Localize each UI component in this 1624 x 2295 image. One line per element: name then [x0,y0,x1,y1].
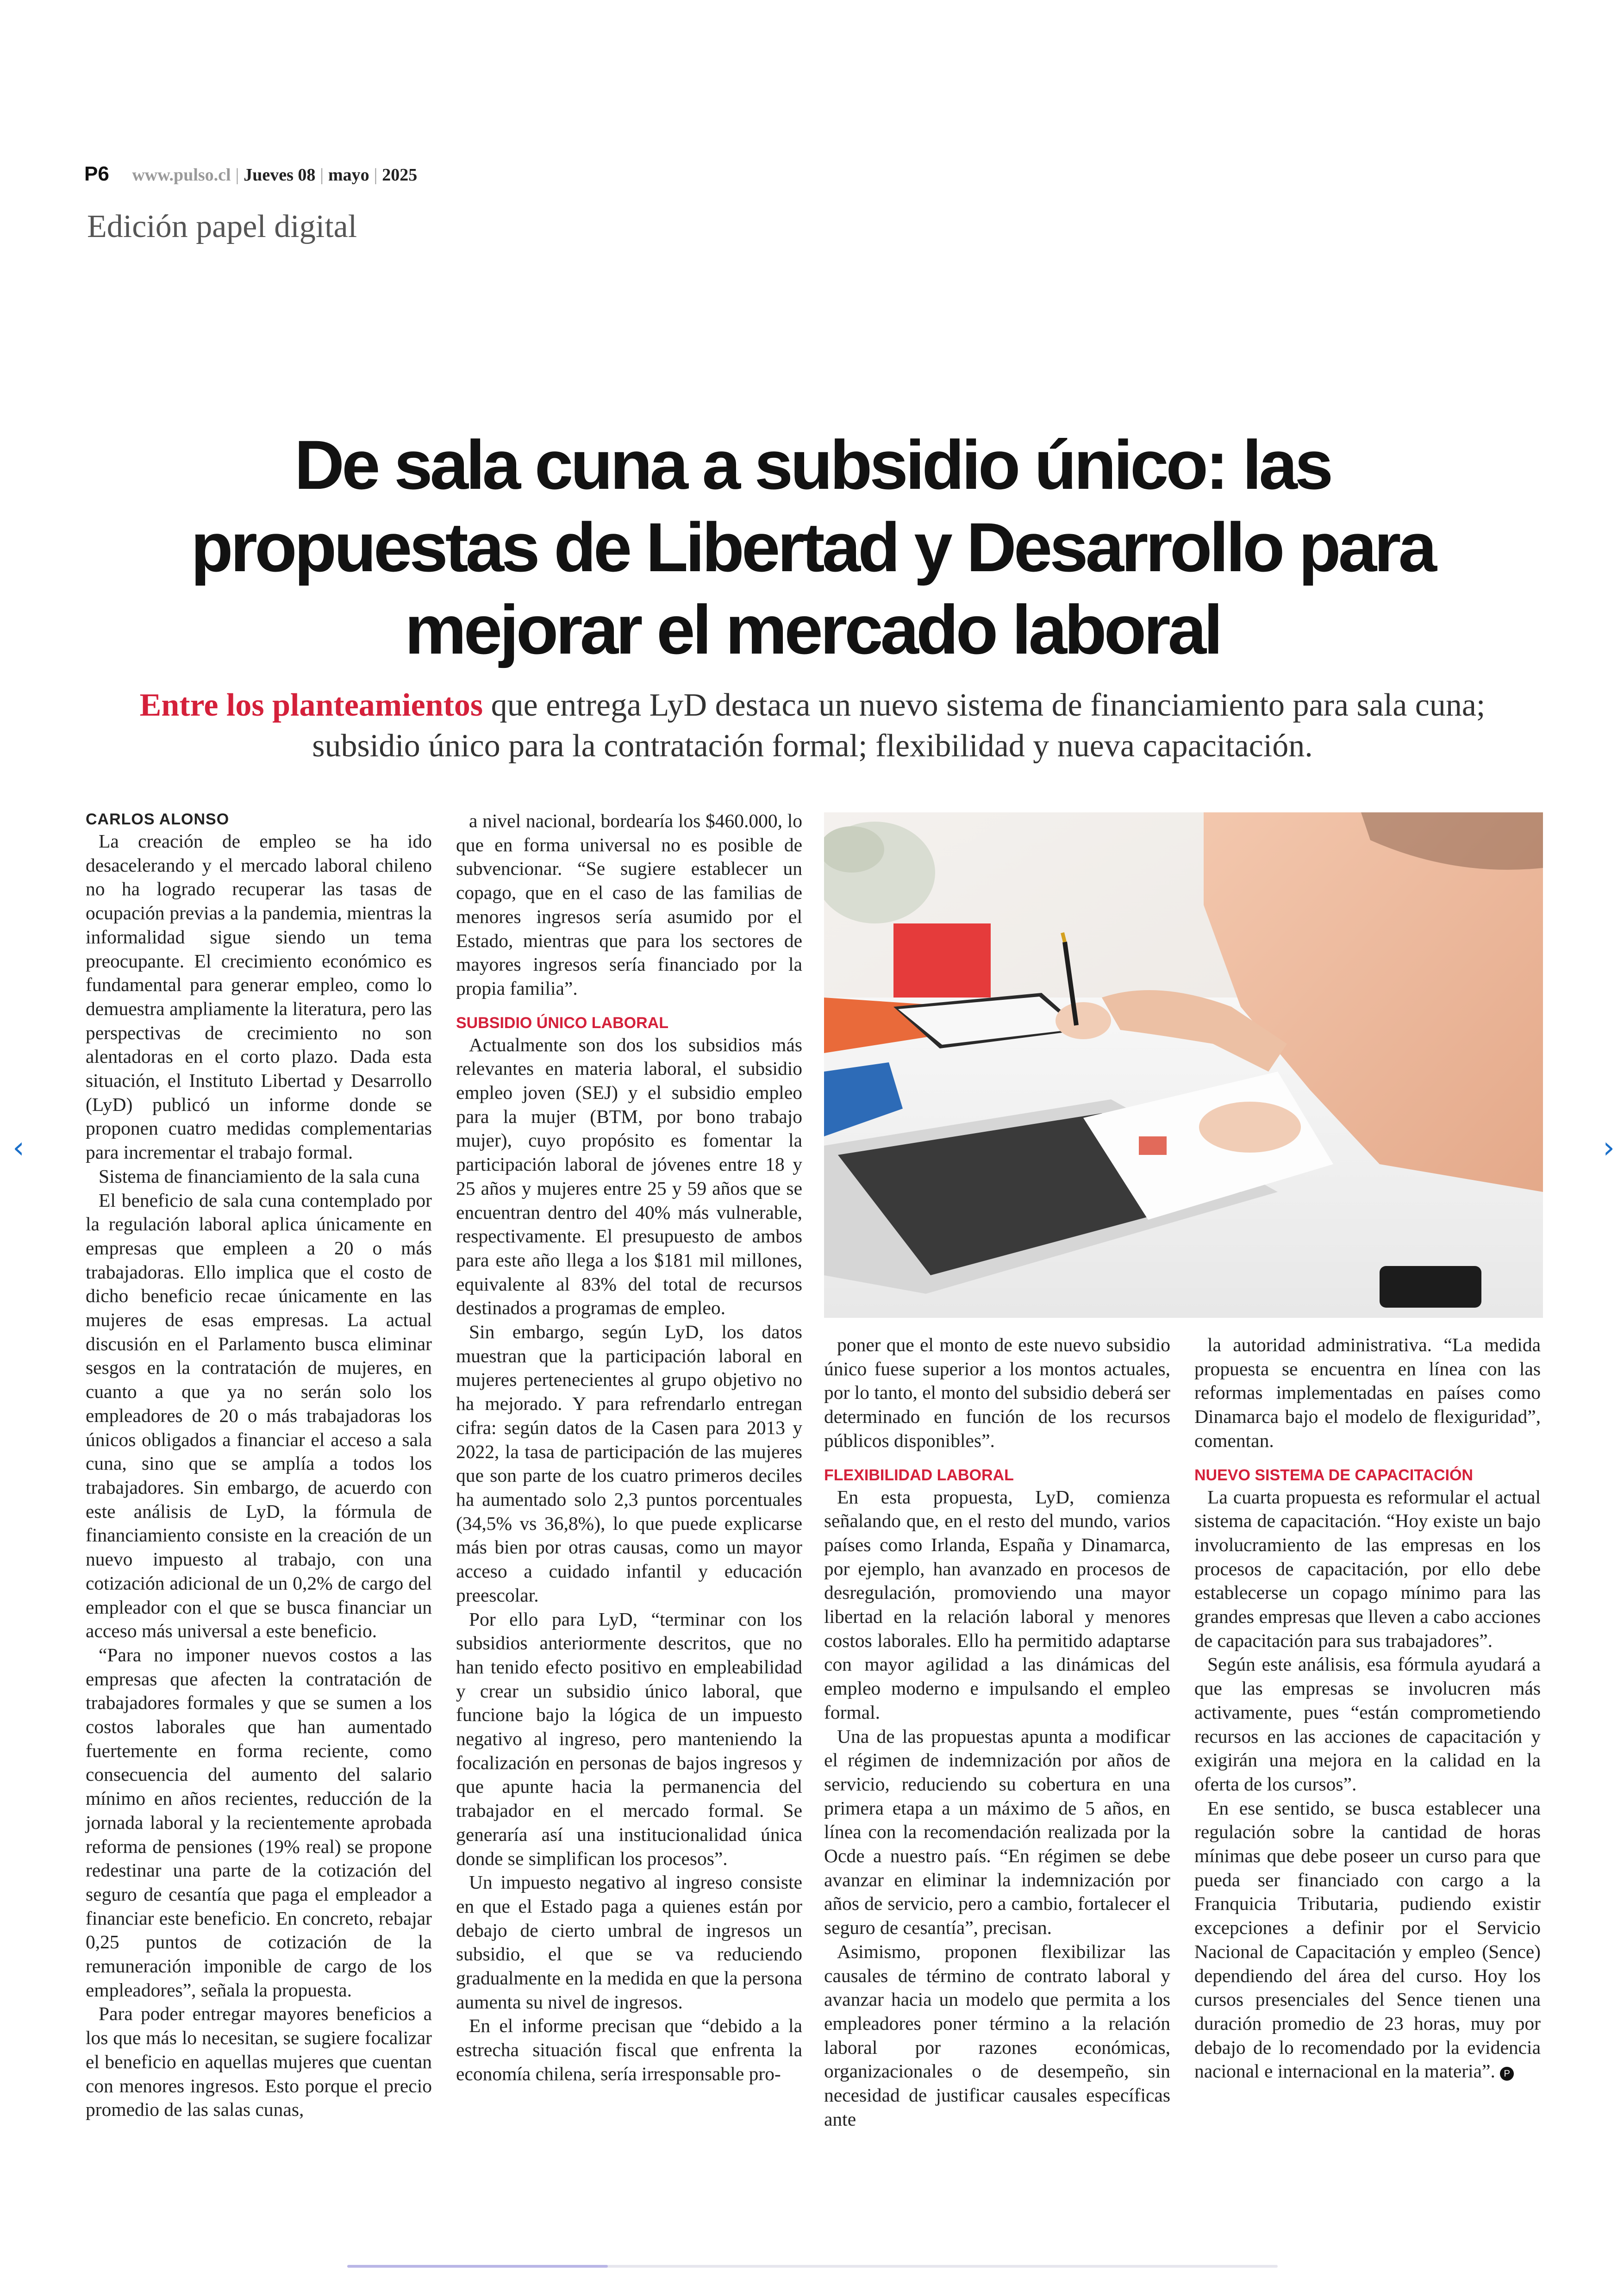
article-column-4 [1194,1333,1541,2083]
website-link[interactable]: www.pulso.cl [132,165,231,185]
article-deck [83,685,1542,767]
chevron-right-icon: › [1603,1131,1615,1165]
paragraph: Para poder entregar mayores beneficios a los que más lo necesitan, se sugiere focalizar el beneficio en aquellas mujeres que cuentan con menores ingresos. Esto porque el precio promedio de las salas cunas, [86,2003,432,2120]
page-header: P6 www.pulso.cl | Jueves 08 | mayo | 2025 [84,162,418,185]
paragraph: poner que el monto de este nuevo subsidio único fuese superior a los montos actuales, por lo tanto, el monto del subsidio deberá ser determinado en función de los recursos públicos disponibles”. [824,1334,1170,1451]
woman-writing-at-laptop-photo [824,812,1543,1318]
paragraph: a nivel nacional, bordearía los $460.000, lo que en forma universal no es posible de subvencionar. “Se sugiere establecer un copago, que en el caso de las familias de menores ingresos sería asumido por el Estado, mientras que para los sectores de mayores ingresos sería financiado por la propia familia”. [456,810,802,999]
section-subhead: SUBSIDIO ÚNICO LABORAL [456,1014,668,1032]
scrollbar-thumb[interactable] [347,2265,608,2268]
paragraph: Un impuesto negativo al ingreso consiste en que el Estado paga a quienes están por debajo de cierto umbral de ingresos un subsidio, el que se va reduciendo gradualmente en la medida en que la persona aumenta su nivel de ingresos. [456,1871,802,2013]
article-headline [111,424,1514,671]
paragraph: Actualmente son dos los subsidios más relevantes en materia laboral, el subsidio empleo joven (SEJ) y el subsidio empleo para la mujer (BTM, por bono trabajo mujer), cuyo propósito es fomentar la participación laboral de jóvenes entre 18 y 25 años y mujeres entre 25 y 59 años que se encuentran dentro del 40% más vulnerable, respectivamente. El presupuesto de ambos para este año llega a los $181 mil millones, equivalente al 83% del total de recursos destinados a programas de empleo. [456,1034,802,1319]
header-year: 2025 [382,165,418,185]
end-mark-icon: P [1500,2067,1514,2081]
article-column-2 [456,809,802,2086]
paragraph: Sin embargo, según LyD, los datos muestran que la participación laboral en mujeres pertenecientes al grupo objetivo no ha mejorado. Y para refrendarlo entregan cifra: según datos de la Casen para 2013 y 2022, la tasa de participación de las mujeres que son parte de los cuatro primeros deciles ha aumentado solo 2,3 puntos porcentuales (34,5% vs 36,8%), lo que puede explicarse más bien por otras causas, como un mayor acceso a cuidado infantil y educación preescolar. [456,1321,802,1606]
next-page-button[interactable] [1595,1129,1623,1166]
byline: CARLOS ALONSO [86,811,230,828]
paragraph: El beneficio de sala cuna contemplado por la regulación laboral aplica únicamente en empresas que empleen a 20 o más trabajadoras. Ello implica que el costo de dicho beneficio recae únicamente en las mujeres de esas empresas. La actual discusión en el Parlamento busca eliminar sesgos en la contratación de mujeres, en cuanto a que ya no serán solo los empleadores de 20 o más trabajadoras los únicos obligados a financiar el acceso a sala cuna, sino que se amplía a todos los trabajadores. Sin embargo, de acuerdo con este análisis de LyD, la fórmula de financiamiento consiste en la creación de un nuevo impuesto al trabajo, con una cotización adicional de un 0,2% de cargo del empleador con el que se busca financiar un acceso más universal a este beneficio. [86,1189,432,1642]
paragraph: Según este análisis, esa fórmula ayudará a que las empresas se involucren más activamente, pues “están comprometiendo recursos en las acciones de capacitación y exigirán una mejora en la calidad en la oferta de los cursos”. [1194,1653,1541,1795]
paragraph: En el informe precisan que “debido a la estrecha situación fiscal que enfrenta la economía chilena, sería irresponsable pro- [456,2015,802,2084]
paragraph: La creación de empleo se ha ido desacelerando y el mercado laboral chileno no ha logrado recuperar las tasas de ocupación previas a la pandemia, mientras la informalidad sigue siendo un tema preocupante. El crecimiento económico es fundamental para generar empleo, como lo demuestra ampliamente la literatura, pero las perspectivas de crecimiento no son alentadoras en el corto plazo. Dada esta situación, el Instituto Libertad y Desarrollo (LyD) publicó un informe donde se proponen cuatro medidas complementarias para incrementar el trabajo formal. [86,830,432,1163]
paragraph: Por ello para LyD, “terminar con los subsidios anteriormente descritos, que no han tenido efecto positivo en empleabilidad y crear un subsidio único laboral, que funcione bajo la lógica de un impuesto negativo al ingreso, pero manteniendo la focalización en personas de bajos ingresos y que apunte hacia la permanencia del trabajador en el mercado formal. Se generaría así una institucionalidad única donde se simplifican los procesos”. [456,1608,802,1869]
paragraph: Una de las propuestas apunta a modificar el régimen de indemnización por años de servicio, reduciendo su cobertura en una primera etapa a un máximo de 5 años, en línea con la recomendación realizada por la Ocde a nuestro país. “En régimen se debe avanzar en eliminar la indemnización por años de servicio, pero a cambio, fortalecer el seguro de cesantía”, precisan. [824,1725,1170,1939]
paragraph: la autoridad administrativa. “La medida propuesta se encuentra en línea con las reformas implementadas en países como Dinamarca bajo el modelo de flexiguridad”, comentan. [1194,1334,1541,1451]
paragraph: En esta propuesta, LyD, comienza señalando que, en el resto del mundo, varios países como Irlanda, España y Dinamarca, por ejemplo, han avanzado en procesos de desregulación, promoviendo una mayor libertad en la relación laboral y menores costos laborales. Ello ha permitido adaptarse con mayor agilidad a las dinámicas del empleo moderno e impulsando el empleo formal. [824,1486,1170,1723]
headline-line: De sala cuna a subsidio único: las [294,426,1331,504]
edition-label: Edición papel digital [87,209,357,244]
paragraph-text: En ese sentido, se busca establecer una regulación sobre la cantidad de horas mínimas que debe poseer un curso para que pueda ser financiado con cargo a la Franquicia Tributaria, pudiendo existir excepciones a definir por el Servicio Nacional de Capacitación y empleo (Sence) dependiendo del área del curso. Hoy los cursos presenciales del Sence tienen una duración promedio de 23 horas, muy por debajo de lo recomendado por la evidencia nacional e internacional en la materia”. [1194,1797,1541,2082]
headline-line: mejorar el mercado laboral [405,591,1220,668]
paragraph: La cuarta propuesta es reformular el actual sistema de capacitación. “Hoy existe un bajo involucramiento de las empresas en los procesos de capacitación, por ello debe establecerse un copago mínimo para las grandes empresas que lleven a cabo acciones de capacitación para sus trabajadores”. [1194,1486,1541,1651]
paragraph: Asimismo, proponen flexibilizar las causales de término de contrato laboral y avanzar hacia un modelo que permita a los empleadores poner término a la relación laboral por razones económicas, organizacionales o de desempeño, sin necesidad de justificar causales específicas ante [824,1940,1170,2130]
chevron-left-icon: ‹ [12,1131,25,1165]
headline-line: propuestas de Libertad y Desarrollo para [191,508,1434,586]
paragraph [1194,1796,1541,2083]
paragraph: Sistema de financiamiento de la sala cuna [99,1165,420,1187]
paragraph: “Para no imponer nuevos costos a las empresas que afecten la contratación de trabajadores formales y que se sumen a los costos laborales que han aumentado fuertemente en forma reciente, como consecuencia del aumento del salario mínimo en años recientes, reducción de la jornada laboral y la recientemente aprobada reforma de pensiones (19% real) se propone redestinar una parte de la cotización del seguro de cesantía que paga el empleador a financiar este beneficio. En concreto, rebajar 0,25 puntos de cotización de la remuneración imponible de cargo de los empleadores”, señala la propuesta. [86,1644,432,2001]
article-column-3 [824,1333,1170,2132]
article-column-1 [86,809,432,2122]
header-month: mayo [328,165,369,185]
article-photo [824,812,1543,1318]
header-day: Jueves 08 [244,165,316,185]
section-subhead: FLEXIBILIDAD LABORAL [824,1466,1014,1484]
page-label: P6 [84,162,109,185]
previous-page-button[interactable] [5,1129,32,1166]
section-subhead: NUEVO SISTEMA DE CAPACITACIÓN [1194,1466,1473,1484]
deck-text: que entrega LyD destaca un nuevo sistema de financiamiento para sala cuna; subsidio único para la contratación formal; flexibilidad y nueva capacitación. [312,687,1486,764]
deck-lead: Entre los planteamientos [139,687,483,723]
page-scrollbar[interactable] [347,2265,1278,2268]
